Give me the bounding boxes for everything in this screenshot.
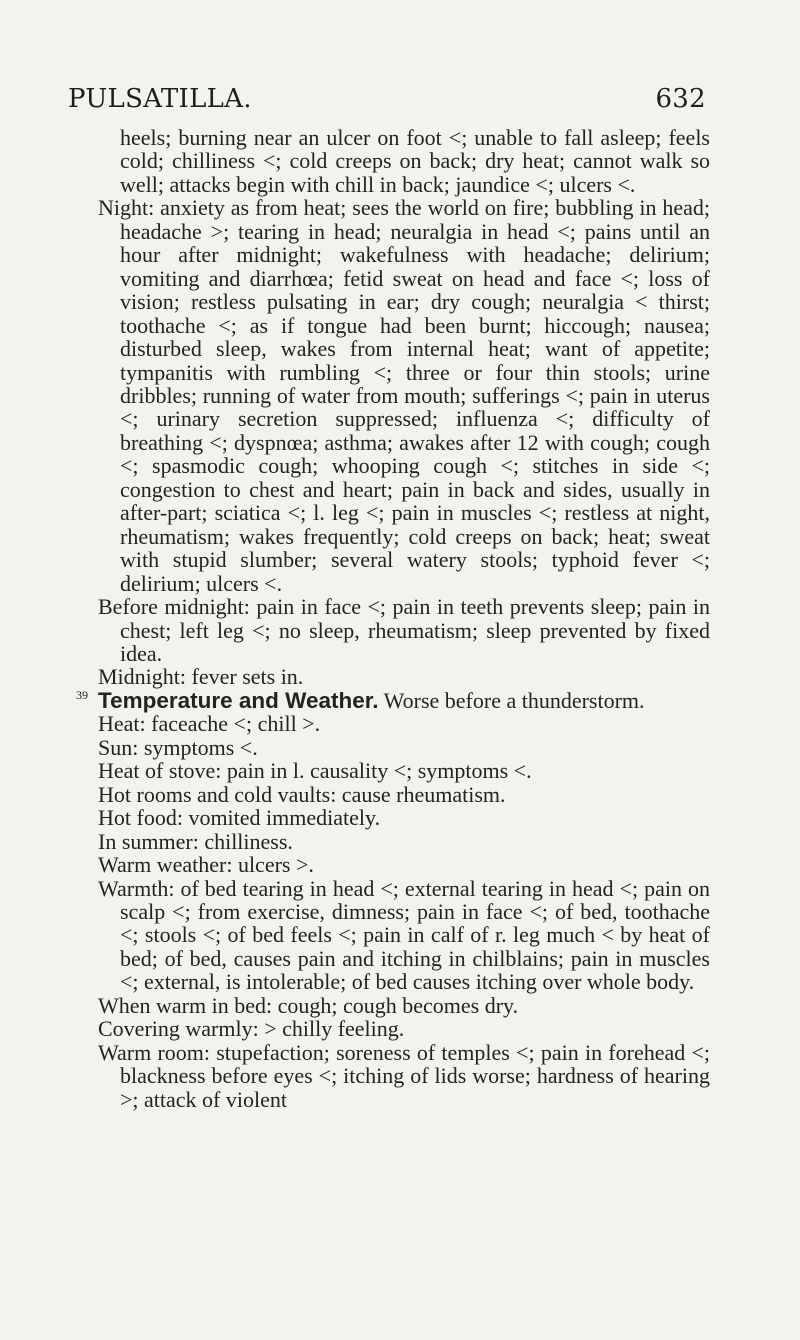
paragraph-hot-rooms: Hot rooms and cold vaults: cause rheumatism. [98,781,506,807]
page-number: 632 [655,84,706,114]
running-head [68,84,706,118]
paragraph-warm-in-bed: When warm in bed: cough; cough becomes dry. [98,992,519,1018]
paragraph-hot-food: Hot food: vomited immediately. [98,805,381,831]
paragraph-heat: Heat: faceache <; chill >. [98,711,321,737]
page-body [76,125,710,1112]
section-heading: Temperature and Weather. [98,687,379,713]
paragraph-sun: Sun: symptoms <. [98,734,258,760]
section-number: 39 [76,687,88,702]
paragraph-warm-room: Warm room: stupefaction; soreness of temples <; pain in forehead <; blackness before eyes <; itching of lids worse; hardness of hearing >; attack of violent [98,1039,710,1112]
paragraph-heat-of-stove: Heat of stove: pain in l. causality <; symptoms <. [98,758,532,784]
paragraph-night: Night: anxiety as from heat; sees the world on fire; bubbling in head; headache >; tearing in head; neuralgia in head <; pains until an hour after midnight; wakefulness with headache; delirium; vomiting and diarrhœa; fetid sweat on head and face <; loss of vision; restless pulsating in ear; dry cough; neuralgia < thirst; toothache <; as if tongue had been burnt; hiccough; nausea; disturbed sleep, wakes from internal heat; want of appetite; tympanitis with rumbling <; three or four thin stools; urine dribbles; running of water from mouth; sufferings <; pain in uterus <; urinary secretion suppressed; influenza <; difficulty of breathing <; dyspnœa; asthma; awakes after 12 with cough; cough <; spasmodic cough; whooping cough <; stitches in side <; congestion to chest and heart; pain in back and sides, usually in after-part; sciatica <; l. leg <; pain in muscles <; restless at night, rheumatism; wakes frequently; cold creeps on back; heat; sweat with stupid slumber; several watery stools; typhoid fever <; delirium; ulcers <. [98,195,710,596]
paragraph-continued: heels; burning near an ulcer on foot <; unable to fall asleep; feels cold; chilliness <; cold creeps on back; dry heat; cannot walk so well; attacks begin with chill in back; jaundice <; ulcers <. [120,125,710,197]
paragraph-warm-weather: Warm weather: ulcers >. [98,852,314,878]
section-line [76,687,710,713]
paragraph-covering-warmly: Covering warmly: > chilly feeling. [98,1016,405,1042]
paragraph-before-midnight: Before midnight: pain in face <; pain in teeth prevents sleep; pain in chest; left leg <; no sleep, rheumatism; sleep prevented by fixed idea. [98,594,710,666]
paragraph-warmth: Warmth: of bed tearing in head <; external tearing in head <; pain on scalp <; from exercise, dimness; pain in face <; of bed, toothache <; stools <; of bed feels <; pain in calf of r. leg much < by heat of bed; of bed, causes pain and itching in chilblains; pain in muscles <; external, is intolerable; of bed causes itching over whole body. [98,875,710,995]
section-intro: Worse before a thunderstorm. [378,687,645,713]
page-title: PULSATILLA. [68,84,252,114]
paragraph-midnight: Midnight: fever sets in. [98,664,304,690]
paragraph-in-summer: In summer: chilliness. [98,828,293,854]
